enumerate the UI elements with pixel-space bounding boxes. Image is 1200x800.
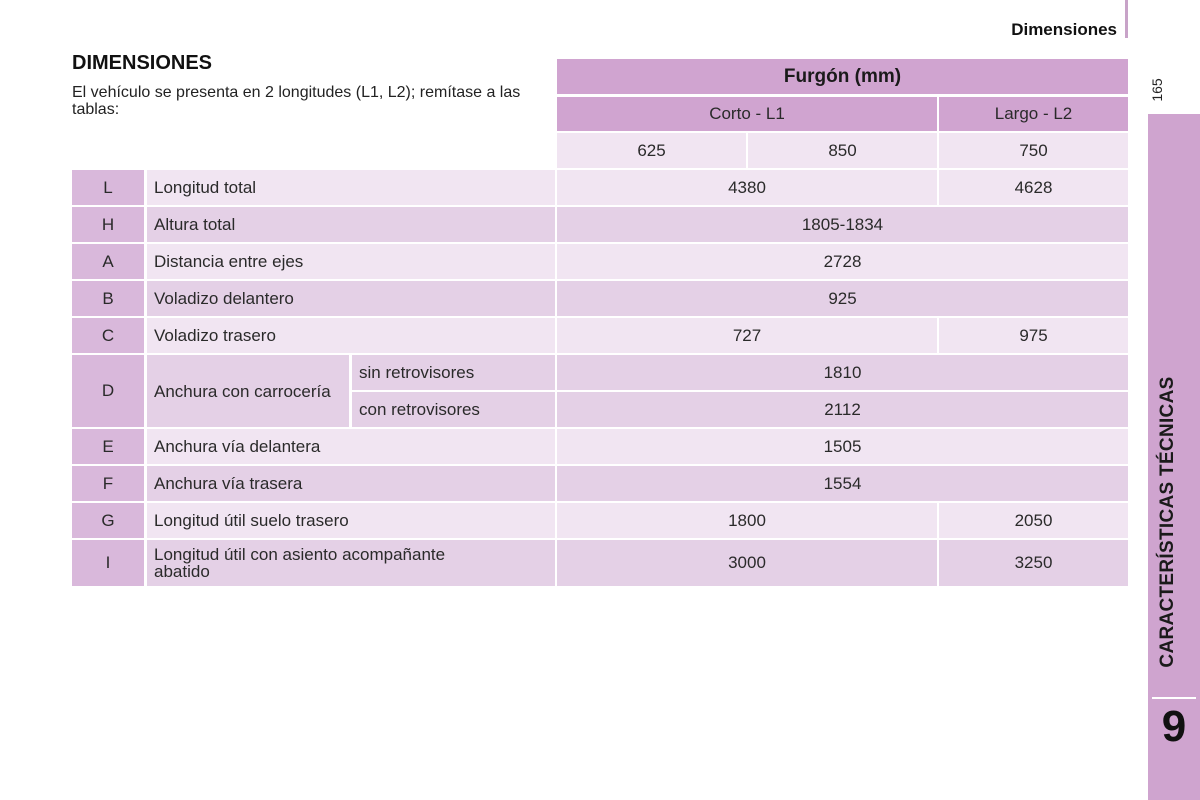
subheader-750: 750 (939, 133, 1128, 168)
column-header-corto: Corto - L1 (557, 97, 937, 131)
value-corto: 727 (557, 318, 937, 353)
row-label: Voladizo delantero (147, 281, 555, 316)
row-sublabel: con retrovisores (352, 392, 555, 427)
row-label: Anchura vía delantera (147, 429, 555, 464)
row-code: B (72, 281, 144, 316)
page-header-title: Dimensiones (1011, 20, 1117, 39)
value-corto: 1800 (557, 503, 937, 538)
value-all: 2112 (557, 392, 1128, 427)
chapter-tab-separator (1152, 697, 1196, 699)
page-number: 165 (1149, 78, 1165, 102)
chapter-number: 9 (1161, 702, 1187, 751)
row-label: Voladizo trasero (147, 318, 555, 353)
value-all: 2728 (557, 244, 1128, 279)
row-label: Anchura con carrocería (147, 355, 349, 427)
header-divider (1125, 0, 1128, 38)
row-label: Anchura vía trasera (147, 466, 555, 501)
table-title: Furgón (mm) (557, 59, 1128, 94)
row-code: G (72, 503, 144, 538)
value-largo: 3250 (939, 540, 1128, 586)
value-all: 1505 (557, 429, 1128, 464)
value-corto: 3000 (557, 540, 937, 586)
row-code: A (72, 244, 144, 279)
intro-paragraph: El vehículo se presenta en 2 longitudes (L1, L2); remítase a las tablas: (72, 84, 521, 118)
row-label: Longitud total (147, 170, 555, 205)
value-largo: 4628 (939, 170, 1128, 205)
row-code: D (72, 355, 144, 427)
value-corto: 4380 (557, 170, 937, 205)
value-all: 925 (557, 281, 1128, 316)
column-header-largo: Largo - L2 (939, 97, 1128, 131)
row-code: F (72, 466, 144, 501)
value-largo: 2050 (939, 503, 1128, 538)
value-all: 1554 (557, 466, 1128, 501)
row-code: H (72, 207, 144, 242)
value-all: 1805-1834 (557, 207, 1128, 242)
row-label: Altura total (147, 207, 555, 242)
chapter-tab-label: CARACTERÍSTICAS TÉCNICAS (1157, 376, 1178, 668)
row-code: C (72, 318, 144, 353)
row-label: Longitud útil suelo trasero (147, 503, 555, 538)
subheader-625: 625 (557, 133, 746, 168)
row-sublabel: sin retrovisores (352, 355, 555, 390)
row-label: Longitud útil con asiento acompañante abatido (147, 540, 555, 586)
row-code: L (72, 170, 144, 205)
value-largo: 975 (939, 318, 1128, 353)
row-code: I (72, 540, 144, 586)
subheader-850: 850 (748, 133, 937, 168)
row-code: E (72, 429, 144, 464)
value-all: 1810 (557, 355, 1128, 390)
section-title: DIMENSIONES (72, 52, 213, 74)
row-label: Distancia entre ejes (147, 244, 555, 279)
